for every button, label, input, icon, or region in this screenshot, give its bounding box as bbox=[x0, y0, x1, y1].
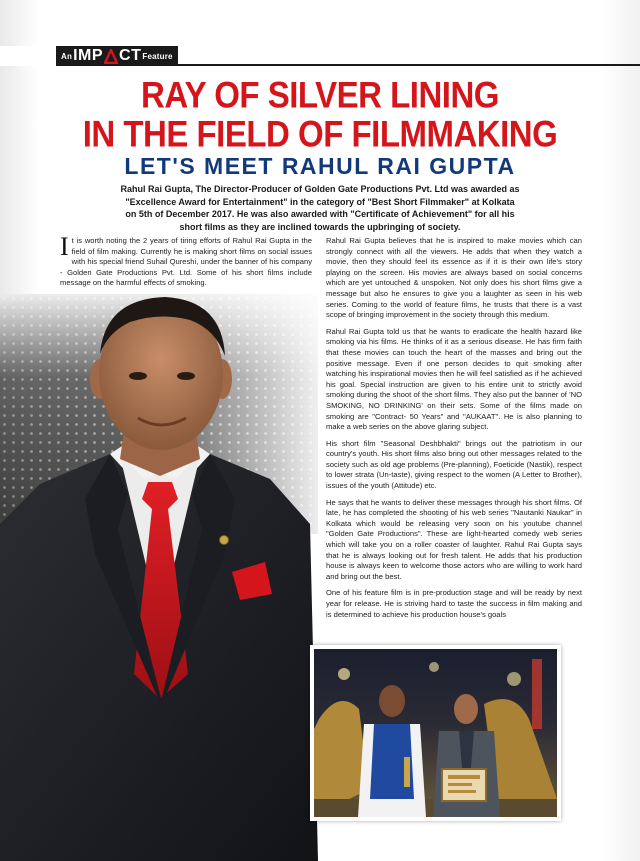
article-paragraph-3: His short film "Seasonal Deshbhakti" brings out the patriotism in our country's youth. His short films also bring out other messages related to the society such as old age problems (Pre-planning), Foeticide (Nastik), respect to lower strata (Un-taste), giving respect to the women (A Letter to Brother), issues of the youth (Attitude) etc. bbox=[326, 438, 582, 491]
subheadline: LET'S MEET RAHUL RAI GUPTA bbox=[124, 153, 516, 179]
triangle-a-icon bbox=[104, 49, 118, 64]
award-photo-frame bbox=[310, 645, 561, 821]
left-column bbox=[60, 232, 312, 295]
section-rule-gap bbox=[0, 46, 56, 66]
article-paragraph-4: He says that he wants to deliver these messages through his short films. Of late, he has completed the shooting of his web series "Nautanki Naukar" in Kolkata which would be releasing very soon on his youtube channel "Golden Gate Productions". These are light-hearted comedy web series which will take you on a roller coaster of laughter. Rahul Rai Gupta says that he is always looking out for fresh talent. He adds that his production house is always keen to welcome those actors who are willing to work hard and bring out the best. bbox=[326, 497, 582, 581]
man-in-suit-illustration bbox=[0, 294, 318, 861]
left-column-text: t is worth noting the 2 years of tiring efforts of Rahul Rai Gupta in the field of film making. Currently he is making short films on social issues with his special friend Suhail Qureshi, under the banner of his company - Golden Gate Productions Pvt. Ltd. Some of his short films include message on the harmful effects of smoking. bbox=[60, 236, 312, 288]
headline-line-2: IN THE FIELD OF FILMMAKING bbox=[82, 112, 558, 155]
article-paragraph-1: Rahul Rai Gupta believes that he is inspired to make movies which can strongly connect with all the viewers. He adds that when they watch a movie, then they should feel its essence as if it is their own life's story playing on the screen. His movies are always based on social concerns which are yet untouched & unspoken. Not only does his short films give a message but also he ensures to give you a laughter as seen in his web series. Coming to the world of feature films, he trusts that there is a vast scope of bringing improvement in the society through this medium. bbox=[326, 236, 582, 320]
headline-line-1: RAY OF SILVER LINING bbox=[141, 73, 499, 116]
left-column-paragraph bbox=[60, 232, 312, 289]
intro-paragraph: Rahul Rai Gupta, The Director-Producer of Golden Gate Productions Pvt. Ltd was awarded as "Excellence Award for Entertainment" in the category of "Best Short Filmmaker" at Kolkata on 5th of December 2017. He was also awarded with "Certificate of Achievement" for all his short films as they are inclined towards the upbringing of society. bbox=[120, 184, 520, 232]
award-ceremony-illustration bbox=[314, 649, 557, 817]
section-tag-word-end: CT bbox=[119, 47, 142, 64]
section-tag-suffix: Feature bbox=[142, 51, 173, 61]
award-photo bbox=[314, 649, 557, 817]
section-tag-word-start: IMP bbox=[73, 47, 104, 64]
article-paragraph-2: Rahul Rai Gupta told us that he wants to eradicate the health hazard like smoking via his films. He thinks of it as a serious disease. He has firm faith that these movies can touch the heart of the masses and bring out the positive message. Even if one person decides to quit smoking after watching his inspirational movies then he will feel satisfied as if he achieved his goal. Special instruction are given to his entire unit to strictly avoid smoking during the shoot of the short films. They also put the banner of 'NO SMOKING, NO DRINKING' on their sets. Some of the films made on smoking are "Contract- 50 Years" and "AUKAAT". He is also planning to make a web series on the above glaring subject. bbox=[326, 326, 582, 432]
article-paragraph-5: One of his feature film is in pre-production stage and will be ready by next year for release. He is striving hard to taste the success in film making and is determined to achieve his production house's goals bbox=[326, 588, 582, 619]
portrait-photo bbox=[0, 294, 318, 861]
section-tag bbox=[56, 46, 178, 66]
right-column bbox=[326, 236, 582, 626]
dropcap: I bbox=[60, 232, 69, 261]
section-tag-prefix: An bbox=[61, 51, 73, 61]
